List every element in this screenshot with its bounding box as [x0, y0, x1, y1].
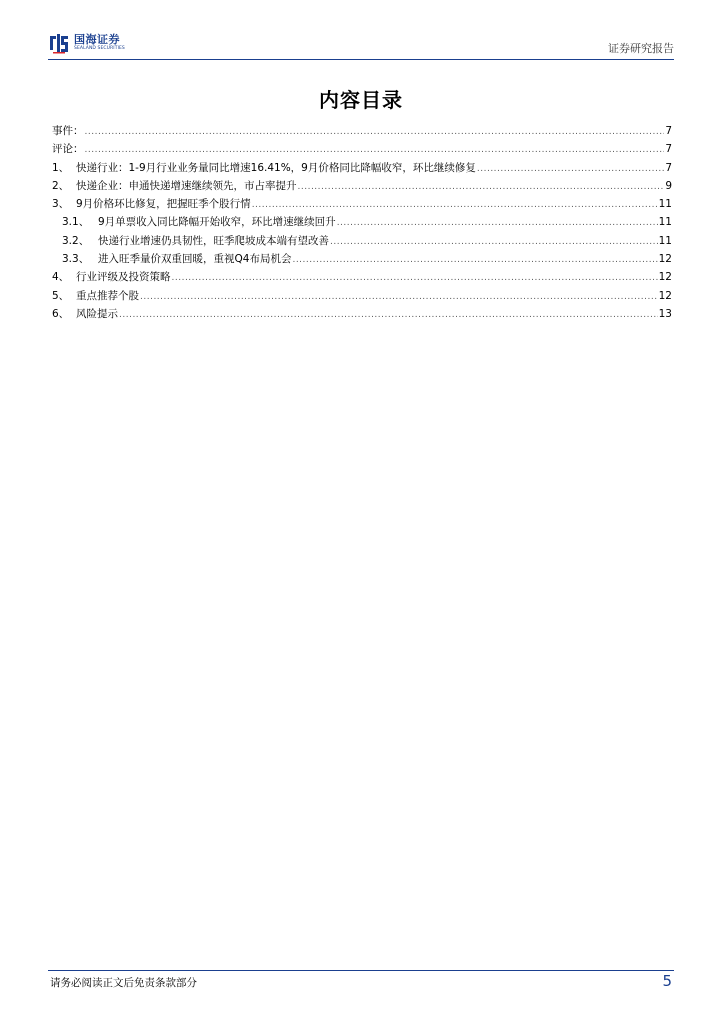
toc-entry-title: 9月单票收入同比降幅开始收窄，环比增速继续回升 — [98, 216, 336, 229]
toc-entry-title: 行业评级及投资策略 — [76, 271, 171, 284]
toc-dot-leader — [140, 287, 658, 305]
toc-entry-page: 7 — [665, 125, 672, 137]
toc-entry[interactable] — [52, 177, 672, 195]
toc-entry-title: 评论： — [52, 143, 84, 156]
toc-entry-page: 13 — [658, 307, 672, 320]
toc-entry-number: 4、 — [52, 271, 70, 284]
toc-title: 内容目录 — [319, 88, 403, 112]
toc-dot-leader — [330, 232, 658, 250]
toc-dot-leader — [292, 250, 657, 268]
toc-entry[interactable] — [52, 140, 672, 158]
toc-entry-page: 12 — [658, 253, 672, 266]
company-logo — [48, 32, 125, 54]
toc-entry[interactable] — [52, 250, 672, 268]
toc-entry[interactable] — [52, 122, 672, 140]
toc-entry-number: 5、 — [52, 289, 70, 302]
toc-dot-leader — [337, 213, 658, 231]
toc-entry-number: 3.1、 — [62, 216, 90, 229]
toc-entry-title: 快递行业：1-9月行业业务量同比增速16.41%，9月价格同比降幅收窄，环比继续修复 — [76, 161, 476, 174]
toc-entry[interactable] — [52, 268, 672, 286]
footer-disclaimer: 请务必阅读正文后免责条款部分 — [50, 977, 197, 989]
toc-dot-leader — [85, 122, 665, 140]
sealand-logo-icon — [48, 32, 70, 54]
toc-entry-number: 1、 — [52, 161, 70, 174]
footer-divider — [48, 970, 674, 971]
toc-entry-number: 3、 — [52, 198, 70, 211]
page-header — [48, 28, 674, 60]
toc-entry[interactable] — [52, 232, 672, 250]
header-divider — [48, 59, 674, 60]
toc-dot-leader — [298, 177, 665, 195]
toc-entry-page: 11 — [658, 198, 672, 211]
toc-entry-page: 12 — [658, 271, 672, 284]
toc-entry-number: 3.2、 — [62, 234, 90, 247]
logo-english-name: SEALAND SECURITIES — [74, 46, 125, 51]
toc-entry[interactable] — [52, 213, 672, 231]
toc-entry-page: 7 — [665, 143, 672, 156]
toc-entry-title: 事件： — [52, 125, 84, 137]
toc-entry-title: 快递行业增速仍具韧性，旺季爬坡成本端有望改善 — [98, 234, 329, 247]
toc-dot-leader — [119, 305, 658, 323]
toc-entry-title: 快递企业：申通快递增速继续领先，市占率提升 — [76, 179, 297, 192]
report-type-label: 证券研究报告 — [608, 42, 674, 55]
logo-chinese-name: 国海证券 — [74, 33, 120, 46]
toc-entry-page: 7 — [665, 161, 672, 174]
toc-entry-number: 3.3、 — [62, 253, 90, 266]
toc-entry[interactable] — [52, 195, 672, 213]
toc-entry-title: 风险提示 — [76, 307, 118, 320]
page-number: 5 — [662, 972, 672, 990]
toc-entry-title: 9月价格环比修复，把握旺季个股行情 — [76, 198, 251, 211]
table-of-contents — [52, 122, 672, 323]
toc-dot-leader — [252, 195, 658, 213]
toc-entry-page: 12 — [658, 289, 672, 302]
toc-entry-title: 重点推荐个股 — [76, 289, 139, 302]
toc-entry-page: 9 — [665, 179, 672, 192]
toc-entry[interactable] — [52, 287, 672, 305]
toc-entry-number: 6、 — [52, 307, 70, 320]
toc-dot-leader — [85, 140, 665, 158]
toc-dot-leader — [172, 268, 658, 286]
toc-entry-title: 进入旺季量价双重回暖，重视Q4布局机会 — [98, 253, 292, 266]
toc-entry[interactable] — [52, 159, 672, 177]
toc-entry[interactable] — [52, 305, 672, 323]
toc-entry-page: 11 — [658, 216, 672, 229]
toc-entry-number: 2、 — [52, 179, 70, 192]
toc-entry-page: 11 — [658, 234, 672, 247]
toc-dot-leader — [477, 159, 664, 177]
